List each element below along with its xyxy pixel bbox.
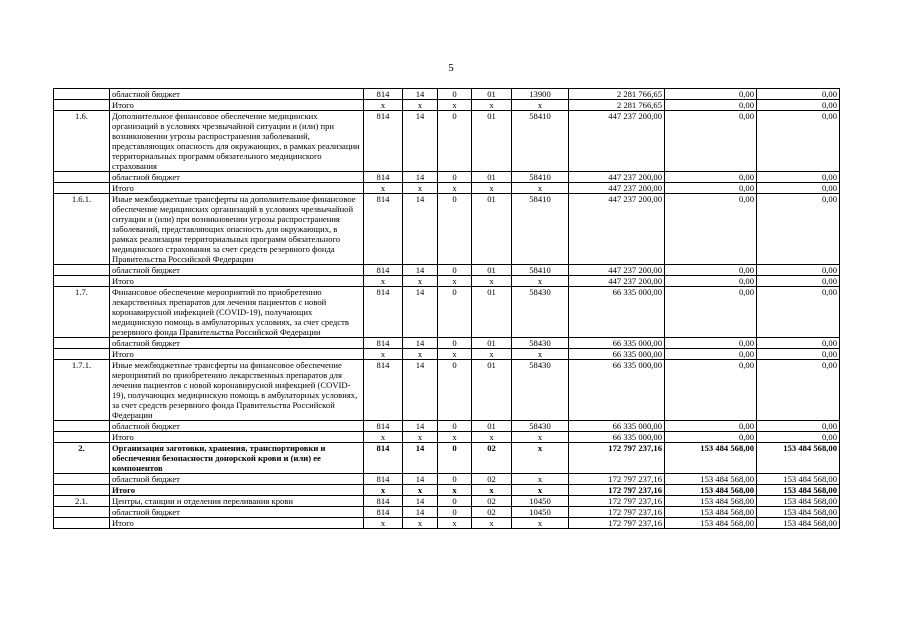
budget-table-body [54,89,840,529]
code-cell-2: 14 [403,421,438,432]
code-cell-1: х [364,276,403,287]
row-number-cell: 1.7. [54,287,110,338]
code-cell-1: 814 [364,360,403,421]
description-cell: Центры, станции и отделения переливания крови [110,496,364,507]
amount-cell-3: 0,00 [757,111,840,172]
table-row [54,287,840,338]
amount-cell-1: 66 335 000,00 [569,360,665,421]
code-cell-1: х [364,100,403,111]
amount-cell-1: 172 797 237,16 [569,518,665,529]
amount-cell-3: 153 484 568,00 [757,496,840,507]
code-cell-3: х [438,485,472,496]
code-cell-4: 01 [472,89,512,100]
code-cell-4: х [472,100,512,111]
table-row [54,507,840,518]
amount-cell-2: 153 484 568,00 [665,496,757,507]
description-cell: областной бюджет [110,507,364,518]
row-number-cell [54,421,110,432]
amount-cell-2: 0,00 [665,265,757,276]
code-cell-4: 01 [472,338,512,349]
description-cell: Итого [110,485,364,496]
amount-cell-3: 153 484 568,00 [757,507,840,518]
amount-cell-1: 447 237 200,00 [569,183,665,194]
code-cell-4: х [472,349,512,360]
code-cell-2: х [403,276,438,287]
row-number-cell [54,89,110,100]
code-cell-3: х [438,276,472,287]
amount-cell-2: 0,00 [665,100,757,111]
code-cell-4: х [472,432,512,443]
row-number-cell [54,265,110,276]
table-row [54,338,840,349]
row-number-cell: 1.7.1. [54,360,110,421]
code-cell-5: х [512,349,569,360]
code-cell-3: 0 [438,443,472,474]
code-cell-5: 13900 [512,89,569,100]
code-cell-2: 14 [403,111,438,172]
amount-cell-1: 66 335 000,00 [569,432,665,443]
budget-table [53,88,840,529]
amount-cell-1: 2 281 766,65 [569,89,665,100]
description-cell: областной бюджет [110,172,364,183]
code-cell-4: 02 [472,507,512,518]
row-number-cell [54,474,110,485]
description-cell: Итого [110,432,364,443]
row-number-cell: 1.6. [54,111,110,172]
code-cell-3: 0 [438,360,472,421]
code-cell-5: 58410 [512,172,569,183]
code-cell-3: 0 [438,172,472,183]
code-cell-5: х [512,485,569,496]
description-cell: Итого [110,518,364,529]
amount-cell-1: 172 797 237,16 [569,474,665,485]
code-cell-5: х [512,443,569,474]
amount-cell-3: 0,00 [757,349,840,360]
table-row [54,194,840,265]
code-cell-3: 0 [438,507,472,518]
amount-cell-1: 447 237 200,00 [569,111,665,172]
amount-cell-3: 0,00 [757,338,840,349]
code-cell-1: х [364,349,403,360]
code-cell-2: 14 [403,496,438,507]
code-cell-1: х [364,485,403,496]
code-cell-3: 0 [438,474,472,485]
code-cell-3: 0 [438,287,472,338]
code-cell-2: 14 [403,194,438,265]
code-cell-5: х [512,276,569,287]
table-row [54,421,840,432]
code-cell-4: х [472,183,512,194]
code-cell-2: 14 [403,360,438,421]
code-cell-2: 14 [403,507,438,518]
code-cell-2: х [403,100,438,111]
amount-cell-3: 153 484 568,00 [757,443,840,474]
description-cell: областной бюджет [110,421,364,432]
code-cell-4: 02 [472,496,512,507]
row-number-cell [54,349,110,360]
description-cell: областной бюджет [110,265,364,276]
amount-cell-3: 0,00 [757,183,840,194]
row-number-cell: 2.1. [54,496,110,507]
code-cell-5: 58430 [512,421,569,432]
code-cell-4: 01 [472,111,512,172]
code-cell-5: 58430 [512,338,569,349]
code-cell-2: х [403,183,438,194]
code-cell-4: х [472,276,512,287]
amount-cell-3: 153 484 568,00 [757,518,840,529]
code-cell-1: х [364,183,403,194]
row-number-cell: 2. [54,443,110,474]
code-cell-3: 0 [438,496,472,507]
code-cell-1: 814 [364,421,403,432]
table-row [54,100,840,111]
code-cell-3: х [438,183,472,194]
amount-cell-2: 0,00 [665,287,757,338]
description-cell: областной бюджет [110,89,364,100]
amount-cell-3: 0,00 [757,276,840,287]
amount-cell-2: 0,00 [665,183,757,194]
code-cell-5: х [512,100,569,111]
row-number-cell [54,100,110,111]
description-cell: Дополнительное финансовое обеспечение медицинских организаций в условиях чрезвычайной ситуации и (или) при возникновении угрозы распространения заболеваний, представляющих опасность для окружающих, в рамках реализации территориальных программ обязательного медицинского страхования [110,111,364,172]
code-cell-1: 814 [364,338,403,349]
description-cell: областной бюджет [110,338,364,349]
amount-cell-2: 153 484 568,00 [665,507,757,518]
code-cell-5: х [512,183,569,194]
amount-cell-2: 0,00 [665,276,757,287]
code-cell-1: х [364,432,403,443]
table-row [54,349,840,360]
table-row [54,518,840,529]
amount-cell-1: 447 237 200,00 [569,265,665,276]
code-cell-2: х [403,349,438,360]
code-cell-2: 14 [403,287,438,338]
code-cell-1: 814 [364,172,403,183]
table-row [54,432,840,443]
code-cell-5: 58410 [512,194,569,265]
code-cell-5: 58430 [512,287,569,338]
code-cell-4: х [472,485,512,496]
code-cell-3: х [438,432,472,443]
code-cell-5: 10450 [512,496,569,507]
amount-cell-3: 0,00 [757,100,840,111]
code-cell-3: х [438,349,472,360]
description-cell: Иные межбюджетные трансферты на финансовое обеспечение мероприятий по приобретению лекарственных препаратов для лечения пациентов с новой коронавирусной инфекцией (COVID-19), получающих медицинскую помощь в амбулаторных условиях, за счет средств резервного фонда Правительства Российской Федерации [110,360,364,421]
amount-cell-2: 153 484 568,00 [665,443,757,474]
amount-cell-2: 0,00 [665,194,757,265]
amount-cell-3: 0,00 [757,172,840,183]
code-cell-4: 02 [472,443,512,474]
row-number-cell: 1.6.1. [54,194,110,265]
amount-cell-3: 0,00 [757,287,840,338]
description-cell: Финансовое обеспечение мероприятий по приобретению лекарственных препаратов для лечения пациентов с новой коронавирусной инфекцией (COVID-19), получающих медицинскую помощь в амбулаторных условиях, за счет средств резервного фонда Правительства Российской Федерации [110,287,364,338]
description-cell: областной бюджет [110,474,364,485]
table-row [54,265,840,276]
code-cell-4: 01 [472,360,512,421]
code-cell-4: 01 [472,421,512,432]
description-cell: Иные межбюджетные трансферты на дополнительное финансовое обеспечение медицинских организаций в условиях чрезвычайной ситуации и (или) при возникновении угрозы распространения заболеваний, представляющих опасность для окружающих, в рамках реализации территориальных программ обязательного медицинского страхования за счет средств резервного фонда Правительства Российской Федерации [110,194,364,265]
amount-cell-1: 66 335 000,00 [569,338,665,349]
amount-cell-2: 0,00 [665,432,757,443]
row-number-cell [54,485,110,496]
table-row [54,183,840,194]
code-cell-3: 0 [438,89,472,100]
table-row [54,111,840,172]
amount-cell-3: 0,00 [757,421,840,432]
description-cell: Итого [110,183,364,194]
code-cell-1: 814 [364,194,403,265]
row-number-cell [54,172,110,183]
code-cell-4: х [472,518,512,529]
amount-cell-1: 2 281 766,65 [569,100,665,111]
row-number-cell [54,432,110,443]
table-row [54,89,840,100]
amount-cell-2: 153 484 568,00 [665,518,757,529]
code-cell-3: 0 [438,194,472,265]
code-cell-1: 814 [364,496,403,507]
code-cell-5: 58430 [512,360,569,421]
code-cell-2: х [403,432,438,443]
code-cell-1: 814 [364,287,403,338]
code-cell-2: 14 [403,172,438,183]
amount-cell-2: 0,00 [665,338,757,349]
code-cell-5: х [512,474,569,485]
row-number-cell [54,338,110,349]
amount-cell-1: 172 797 237,16 [569,507,665,518]
code-cell-1: х [364,518,403,529]
code-cell-5: х [512,432,569,443]
amount-cell-2: 153 484 568,00 [665,474,757,485]
table-row [54,172,840,183]
amount-cell-3: 0,00 [757,360,840,421]
amount-cell-3: 0,00 [757,194,840,265]
code-cell-3: 0 [438,421,472,432]
code-cell-2: х [403,518,438,529]
row-number-cell [54,518,110,529]
description-cell: Итого [110,349,364,360]
code-cell-1: 814 [364,89,403,100]
amount-cell-2: 0,00 [665,172,757,183]
amount-cell-1: 66 335 000,00 [569,421,665,432]
amount-cell-1: 447 237 200,00 [569,194,665,265]
code-cell-4: 01 [472,194,512,265]
code-cell-1: 814 [364,507,403,518]
code-cell-2: 14 [403,89,438,100]
page-number: 5 [448,62,454,74]
code-cell-2: 14 [403,474,438,485]
code-cell-4: 01 [472,172,512,183]
amount-cell-1: 66 335 000,00 [569,287,665,338]
amount-cell-2: 153 484 568,00 [665,485,757,496]
amount-cell-3: 0,00 [757,89,840,100]
table-row [54,443,840,474]
amount-cell-3: 153 484 568,00 [757,485,840,496]
code-cell-1: 814 [364,111,403,172]
code-cell-1: 814 [364,474,403,485]
amount-cell-3: 153 484 568,00 [757,474,840,485]
amount-cell-1: 447 237 200,00 [569,172,665,183]
table-row [54,496,840,507]
code-cell-4: 01 [472,265,512,276]
description-cell: Организация заготовки, хранения, транспортировки и обеспечения безопасности донорской крови и (или) ее компонентов [110,443,364,474]
row-number-cell [54,507,110,518]
code-cell-2: 14 [403,338,438,349]
code-cell-3: 0 [438,111,472,172]
description-cell: Итого [110,276,364,287]
code-cell-2: 14 [403,265,438,276]
table-row [54,485,840,496]
row-number-cell [54,276,110,287]
amount-cell-1: 447 237 200,00 [569,276,665,287]
code-cell-5: 58410 [512,265,569,276]
code-cell-4: 02 [472,474,512,485]
code-cell-3: х [438,518,472,529]
code-cell-5: х [512,518,569,529]
table-row [54,360,840,421]
code-cell-5: 10450 [512,507,569,518]
amount-cell-2: 0,00 [665,421,757,432]
code-cell-1: 814 [364,443,403,474]
code-cell-3: х [438,100,472,111]
amount-cell-3: 0,00 [757,432,840,443]
description-cell: Итого [110,100,364,111]
amount-cell-2: 0,00 [665,360,757,421]
amount-cell-2: 0,00 [665,111,757,172]
code-cell-3: 0 [438,338,472,349]
row-number-cell [54,183,110,194]
amount-cell-2: 0,00 [665,89,757,100]
code-cell-5: 58410 [512,111,569,172]
table-row [54,474,840,485]
code-cell-4: 01 [472,287,512,338]
amount-cell-3: 0,00 [757,265,840,276]
amount-cell-2: 0,00 [665,349,757,360]
code-cell-2: х [403,485,438,496]
amount-cell-1: 172 797 237,16 [569,485,665,496]
code-cell-2: 14 [403,443,438,474]
amount-cell-1: 172 797 237,16 [569,496,665,507]
table-row [54,276,840,287]
code-cell-3: 0 [438,265,472,276]
amount-cell-1: 66 335 000,00 [569,349,665,360]
code-cell-1: 814 [364,265,403,276]
amount-cell-1: 172 797 237,16 [569,443,665,474]
